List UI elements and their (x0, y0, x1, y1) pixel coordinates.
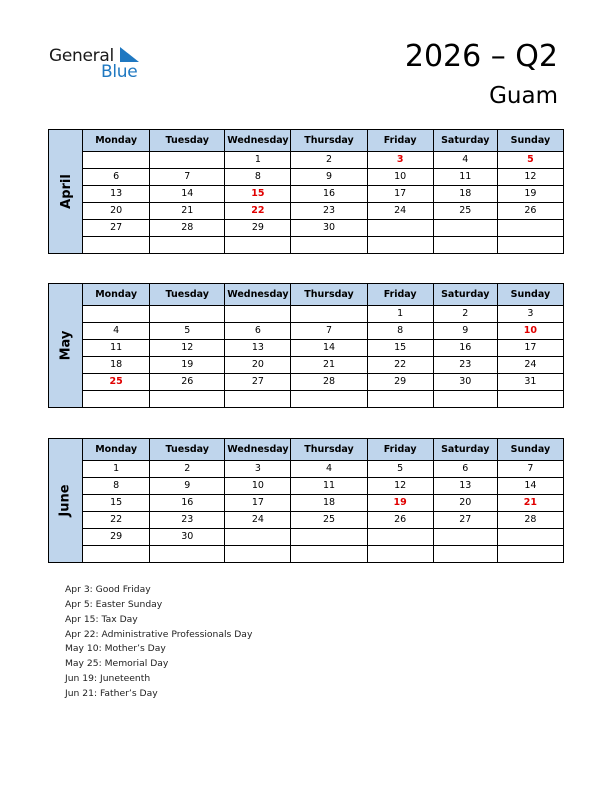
holiday-note: May 25: Memorial Day (65, 658, 169, 670)
empty-day-cell (367, 237, 433, 254)
month-label-cell (49, 439, 83, 563)
day-cell: 8 (225, 169, 291, 186)
day-cell: 21 (291, 357, 367, 374)
day-cell: 1 (225, 152, 291, 169)
day-cell: 30 (433, 374, 497, 391)
logo-triangle-icon (120, 47, 139, 62)
empty-day-cell (497, 391, 563, 408)
day-cell: 25 (83, 374, 150, 391)
holiday-note: Jun 19: Juneteenth (65, 673, 151, 685)
day-cell: 11 (291, 478, 367, 495)
empty-day-cell (497, 237, 563, 254)
day-cell: 5 (497, 152, 563, 169)
day-cell: 4 (433, 152, 497, 169)
logo-word-general: General (49, 46, 114, 66)
empty-day-cell (367, 529, 433, 546)
day-cell: 2 (433, 306, 497, 323)
generalblue-logo (49, 44, 159, 84)
day-cell: 16 (433, 340, 497, 357)
day-cell: 24 (497, 357, 563, 374)
week-row (49, 237, 564, 254)
day-cell: 26 (150, 374, 225, 391)
empty-day-cell (433, 237, 497, 254)
empty-day-cell (433, 391, 497, 408)
day-cell: 3 (497, 306, 563, 323)
week-row (49, 512, 564, 529)
day-cell: 13 (433, 478, 497, 495)
day-cell: 29 (225, 220, 291, 237)
day-cell: 8 (367, 323, 433, 340)
empty-day-cell (83, 237, 150, 254)
week-row (49, 529, 564, 546)
empty-day-cell (150, 237, 225, 254)
day-cell: 20 (433, 495, 497, 512)
empty-day-cell (367, 391, 433, 408)
weekday-header: Friday (367, 284, 433, 306)
day-cell: 31 (497, 374, 563, 391)
day-cell: 13 (83, 186, 150, 203)
holiday-note: May 10: Mother’s Day (65, 643, 166, 655)
weekday-header: Sunday (497, 439, 563, 461)
day-cell: 15 (367, 340, 433, 357)
day-cell: 2 (291, 152, 367, 169)
day-cell: 23 (433, 357, 497, 374)
empty-day-cell (225, 391, 291, 408)
empty-day-cell (83, 391, 150, 408)
day-cell: 14 (150, 186, 225, 203)
day-cell: 19 (367, 495, 433, 512)
weekday-header: Thursday (291, 439, 367, 461)
empty-day-cell (291, 546, 367, 563)
holiday-notes (65, 583, 252, 702)
day-cell: 23 (291, 203, 367, 220)
day-cell: 15 (83, 495, 150, 512)
day-cell: 28 (291, 374, 367, 391)
day-cell: 26 (497, 203, 563, 220)
empty-day-cell (225, 529, 291, 546)
weekday-header: Tuesday (150, 130, 225, 152)
weekday-header: Wednesday (225, 439, 291, 461)
month-name: May (58, 330, 74, 360)
day-cell: 11 (433, 169, 497, 186)
day-cell: 21 (150, 203, 225, 220)
empty-day-cell (367, 220, 433, 237)
day-cell: 7 (497, 461, 563, 478)
week-row (49, 478, 564, 495)
day-cell: 15 (225, 186, 291, 203)
empty-day-cell (150, 546, 225, 563)
weekday-header: Saturday (433, 284, 497, 306)
day-cell: 12 (150, 340, 225, 357)
day-cell: 16 (291, 186, 367, 203)
day-cell: 25 (291, 512, 367, 529)
empty-day-cell (433, 220, 497, 237)
empty-day-cell (433, 546, 497, 563)
empty-day-cell (225, 546, 291, 563)
weekday-header: Tuesday (150, 439, 225, 461)
holiday-note: Jun 21: Father’s Day (65, 687, 158, 699)
day-cell: 18 (433, 186, 497, 203)
weekday-header: Friday (367, 439, 433, 461)
day-cell: 10 (367, 169, 433, 186)
week-row (49, 203, 564, 220)
day-cell: 27 (83, 220, 150, 237)
day-cell: 3 (225, 461, 291, 478)
day-cell: 14 (497, 478, 563, 495)
day-cell: 9 (150, 478, 225, 495)
month-label-cell (49, 284, 83, 408)
day-cell: 12 (497, 169, 563, 186)
empty-day-cell (225, 237, 291, 254)
week-row (49, 186, 564, 203)
week-row (49, 220, 564, 237)
week-row (49, 391, 564, 408)
empty-day-cell (83, 306, 150, 323)
day-cell: 25 (433, 203, 497, 220)
holiday-note: Apr 3: Good Friday (65, 584, 151, 595)
day-cell: 10 (225, 478, 291, 495)
day-cell: 17 (225, 495, 291, 512)
empty-day-cell (150, 391, 225, 408)
weekday-header: Thursday (291, 284, 367, 306)
day-cell: 20 (225, 357, 291, 374)
day-cell: 16 (150, 495, 225, 512)
empty-day-cell (150, 152, 225, 169)
day-cell: 18 (83, 357, 150, 374)
week-row (49, 546, 564, 563)
day-cell: 26 (367, 512, 433, 529)
day-cell: 4 (83, 323, 150, 340)
month-name: April (58, 173, 74, 209)
day-cell: 29 (83, 529, 150, 546)
day-cell: 22 (83, 512, 150, 529)
empty-day-cell (497, 546, 563, 563)
weekday-header: Monday (83, 284, 150, 306)
empty-day-cell (150, 306, 225, 323)
day-cell: 30 (291, 220, 367, 237)
day-cell: 1 (83, 461, 150, 478)
week-row (49, 306, 564, 323)
month-name: June (58, 483, 74, 517)
empty-day-cell (291, 529, 367, 546)
day-cell: 19 (497, 186, 563, 203)
weekday-header: Wednesday (225, 284, 291, 306)
holiday-note: Apr 5: Easter Sunday (65, 598, 163, 610)
day-cell: 29 (367, 374, 433, 391)
day-cell: 28 (497, 512, 563, 529)
day-cell: 9 (433, 323, 497, 340)
weekday-header: Sunday (497, 130, 563, 152)
weekday-header: Friday (367, 130, 433, 152)
day-cell: 28 (150, 220, 225, 237)
day-cell: 13 (225, 340, 291, 357)
day-cell: 5 (367, 461, 433, 478)
day-cell: 24 (225, 512, 291, 529)
weekday-header: Tuesday (150, 284, 225, 306)
day-cell: 7 (291, 323, 367, 340)
empty-day-cell (291, 391, 367, 408)
day-cell: 10 (497, 323, 563, 340)
day-cell: 21 (497, 495, 563, 512)
empty-day-cell (433, 529, 497, 546)
logo-word-blue: Blue (101, 62, 138, 82)
day-cell: 6 (433, 461, 497, 478)
day-cell: 2 (150, 461, 225, 478)
day-cell: 5 (150, 323, 225, 340)
day-cell: 6 (225, 323, 291, 340)
weekday-header: Sunday (497, 284, 563, 306)
month-label-cell (49, 130, 83, 254)
day-cell: 19 (150, 357, 225, 374)
month-table-may (48, 283, 564, 408)
day-cell: 9 (291, 169, 367, 186)
day-cell: 30 (150, 529, 225, 546)
weekday-header: Wednesday (225, 130, 291, 152)
day-cell: 12 (367, 478, 433, 495)
week-row (49, 495, 564, 512)
holiday-note: Apr 22: Administrative Professionals Day (65, 628, 253, 640)
weekday-header: Saturday (433, 439, 497, 461)
holiday-note: Apr 15: Tax Day (65, 613, 138, 625)
day-cell: 8 (83, 478, 150, 495)
empty-day-cell (83, 152, 150, 169)
empty-day-cell (291, 306, 367, 323)
day-cell: 17 (367, 186, 433, 203)
day-cell: 7 (150, 169, 225, 186)
day-cell: 14 (291, 340, 367, 357)
empty-day-cell (497, 220, 563, 237)
page-subtitle: Guam (489, 83, 558, 109)
weekday-header: Monday (83, 439, 150, 461)
month-table-april (48, 129, 564, 254)
week-row (49, 152, 564, 169)
day-cell: 22 (225, 203, 291, 220)
week-row (49, 374, 564, 391)
day-cell: 22 (367, 357, 433, 374)
empty-day-cell (367, 546, 433, 563)
month-table-june (48, 438, 564, 563)
week-row (49, 323, 564, 340)
week-row (49, 169, 564, 186)
empty-day-cell (225, 306, 291, 323)
day-cell: 24 (367, 203, 433, 220)
week-row (49, 357, 564, 374)
day-cell: 17 (497, 340, 563, 357)
week-row (49, 461, 564, 478)
day-cell: 1 (367, 306, 433, 323)
day-cell: 23 (150, 512, 225, 529)
empty-day-cell (497, 529, 563, 546)
page-title: 2026 – Q2 (404, 39, 558, 74)
day-cell: 3 (367, 152, 433, 169)
day-cell: 18 (291, 495, 367, 512)
weekday-header: Monday (83, 130, 150, 152)
day-cell: 27 (225, 374, 291, 391)
day-cell: 11 (83, 340, 150, 357)
day-cell: 27 (433, 512, 497, 529)
day-cell: 6 (83, 169, 150, 186)
day-cell: 4 (291, 461, 367, 478)
week-row (49, 340, 564, 357)
weekday-header: Saturday (433, 130, 497, 152)
weekday-header: Thursday (291, 130, 367, 152)
empty-day-cell (291, 237, 367, 254)
empty-day-cell (83, 546, 150, 563)
day-cell: 20 (83, 203, 150, 220)
